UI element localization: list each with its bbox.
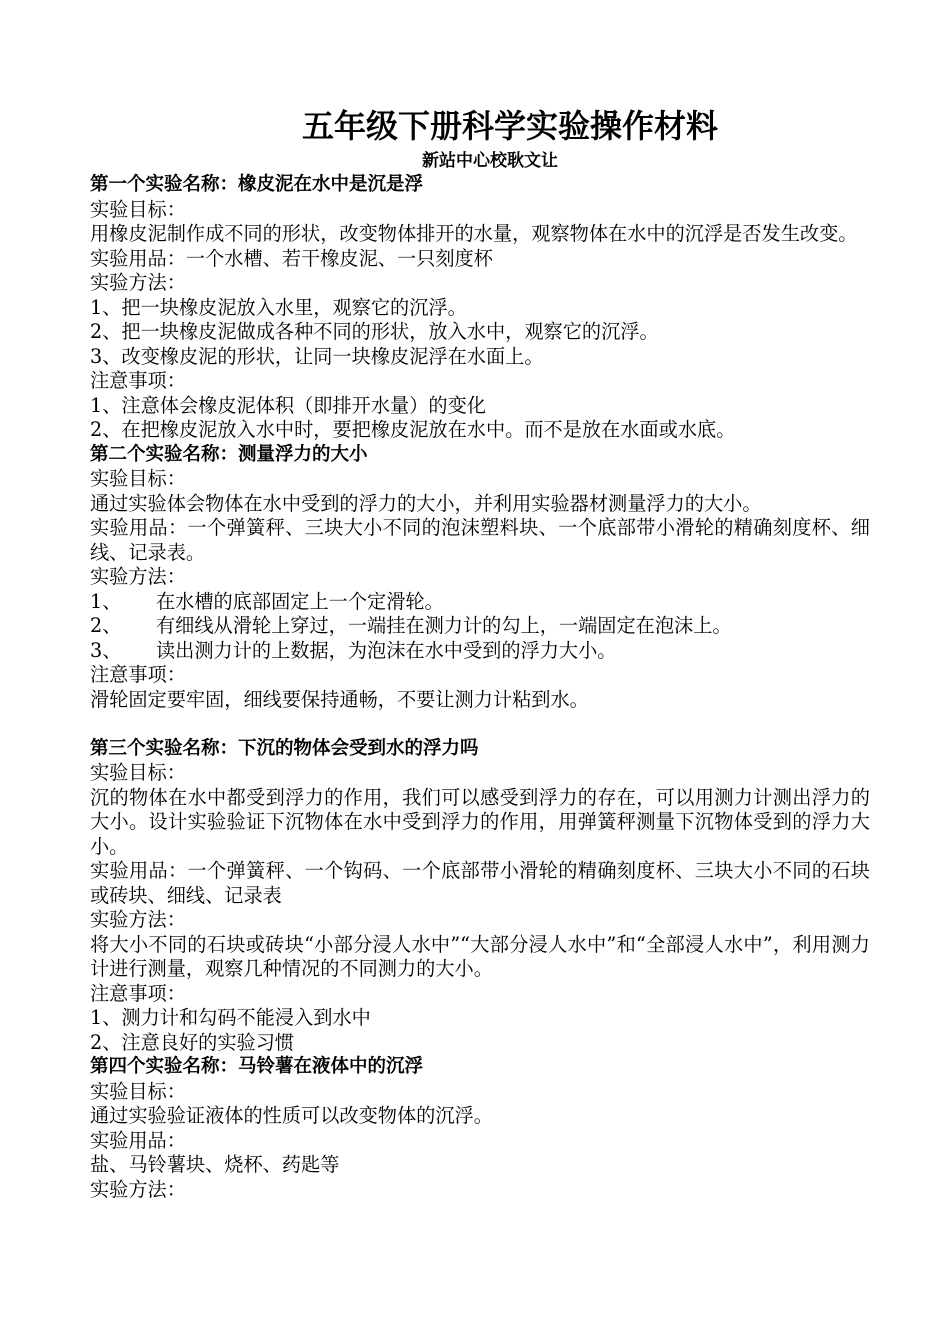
items-text: 实验用品：一个水槽、若干橡皮泥、一只刻度杯 [90,246,493,270]
experiment-heading: 第四个实验名称：马铃薯在液体中的沉浮 [90,1056,424,1077]
step-text: 有细线从滑轮上穿过，一端挂在测力计的勾上，一端固定在泡沫上。 [156,614,732,637]
step-number: 2、 [90,614,122,637]
items-text: 实验用品：一个弹簧秤、三块大小不同的泡沫塑料块、一个底部带小滑轮的精确刻度杯、细线、记录表。 [90,516,870,564]
note-item: 1、注意体会橡皮泥体积（即排开水量）的变化 [90,393,486,417]
experiment-3 [90,737,870,1056]
method-step: 1、把一块橡皮泥放入水里，观察它的沉浮。 [90,295,467,319]
goal-label: 实验目标： [90,1079,186,1103]
step-text: 读出测力计的上数据，为泡沫在水中受到的浮力大小。 [156,638,617,662]
document-title: 五年级下册科学实验操作材料 [301,107,718,145]
document-body [90,173,870,1202]
items-text: 盐、马铃薯块、烧杯、药匙等 [90,1153,340,1176]
goal-label: 实验目标： [90,467,186,490]
items-text: 实验用品：一个弹簧秤、一个钩码、一个底部带小滑轮的精确刻度杯、三块大小不同的石块或砖块、细线、记录表 [90,859,870,907]
method-label: 实验方法： [90,908,186,931]
step-text: 在水槽的底部固定上一个定滑轮。 [156,589,444,613]
goal-text: 通过实验验证液体的性质可以改变物体的沉浮。 [90,1104,493,1127]
experiment-2 [90,443,870,737]
method-step [90,614,870,639]
goal-text: 通过实验体会物体在水中受到的浮力的大小，并利用实验器材测量浮力的大小。 [90,491,762,515]
method-step: 3、改变橡皮泥的形状，让同一块橡皮泥浮在水面上。 [90,344,544,368]
method-step [90,590,870,615]
experiment-4 [90,1055,870,1202]
notes-label: 注意事项： [90,663,186,686]
method-label: 实验方法： [90,565,186,588]
step-number: 1、 [90,589,122,613]
note-item: 滑轮固定要牢固，细线要保持通畅，不要让测力计粘到水。 [90,687,589,711]
notes-label: 注意事项： [90,369,186,392]
goal-text: 用橡皮泥制作成不同的形状，改变物体排开的水量，观察物体在水中的沉浮是否发生改变。 [90,222,858,245]
items-label: 实验用品： [90,1128,186,1152]
blank-line [90,712,870,737]
method-label: 实验方法： [90,1177,186,1201]
method-step [90,639,870,664]
note-item: 2、注意良好的实验习惯 [90,1030,295,1054]
document-author: 新站中心校耿文让 [422,151,558,171]
experiment-heading: 第二个实验名称：测量浮力的大小 [90,443,368,465]
note-item: 2、在把橡皮泥放入水中时，要把橡皮泥放在水中。而不是放在水面或水底。 [90,418,736,441]
goal-text: 沉的物体在水中都受到浮力的作用，我们可以感受到浮力的存在，可以用测力计测出浮力的大小。设计实验验证下沉物体在水中受到浮力的作用，用弹簧秤测量下沉物体受到的浮力大小。 [90,785,870,858]
method-label: 实验方法： [90,271,186,294]
experiment-heading: 第一个实验名称：橡皮泥在水中是沉是浮 [90,174,424,195]
method-text: 将大小不同的石块或砖块“小部分浸人水中”“大部分浸人水中”和“全部浸人水中”，利用测力计进行测量，观察几种情况的不同测力的大小。 [90,932,870,980]
goal-label: 实验目标： [90,761,186,784]
step-number: 3、 [90,638,122,662]
experiment-heading: 第三个实验名称：下沉的物体会受到水的浮力吗 [90,737,479,759]
goal-label: 实验目标： [90,197,186,221]
notes-label: 注意事项： [90,981,186,1005]
experiment-1 [90,173,870,443]
note-item: 1、测力计和勾码不能浸入到水中 [90,1006,371,1029]
method-step: 2、把一块橡皮泥做成各种不同的形状，放入水中，观察它的沉浮。 [90,320,659,343]
